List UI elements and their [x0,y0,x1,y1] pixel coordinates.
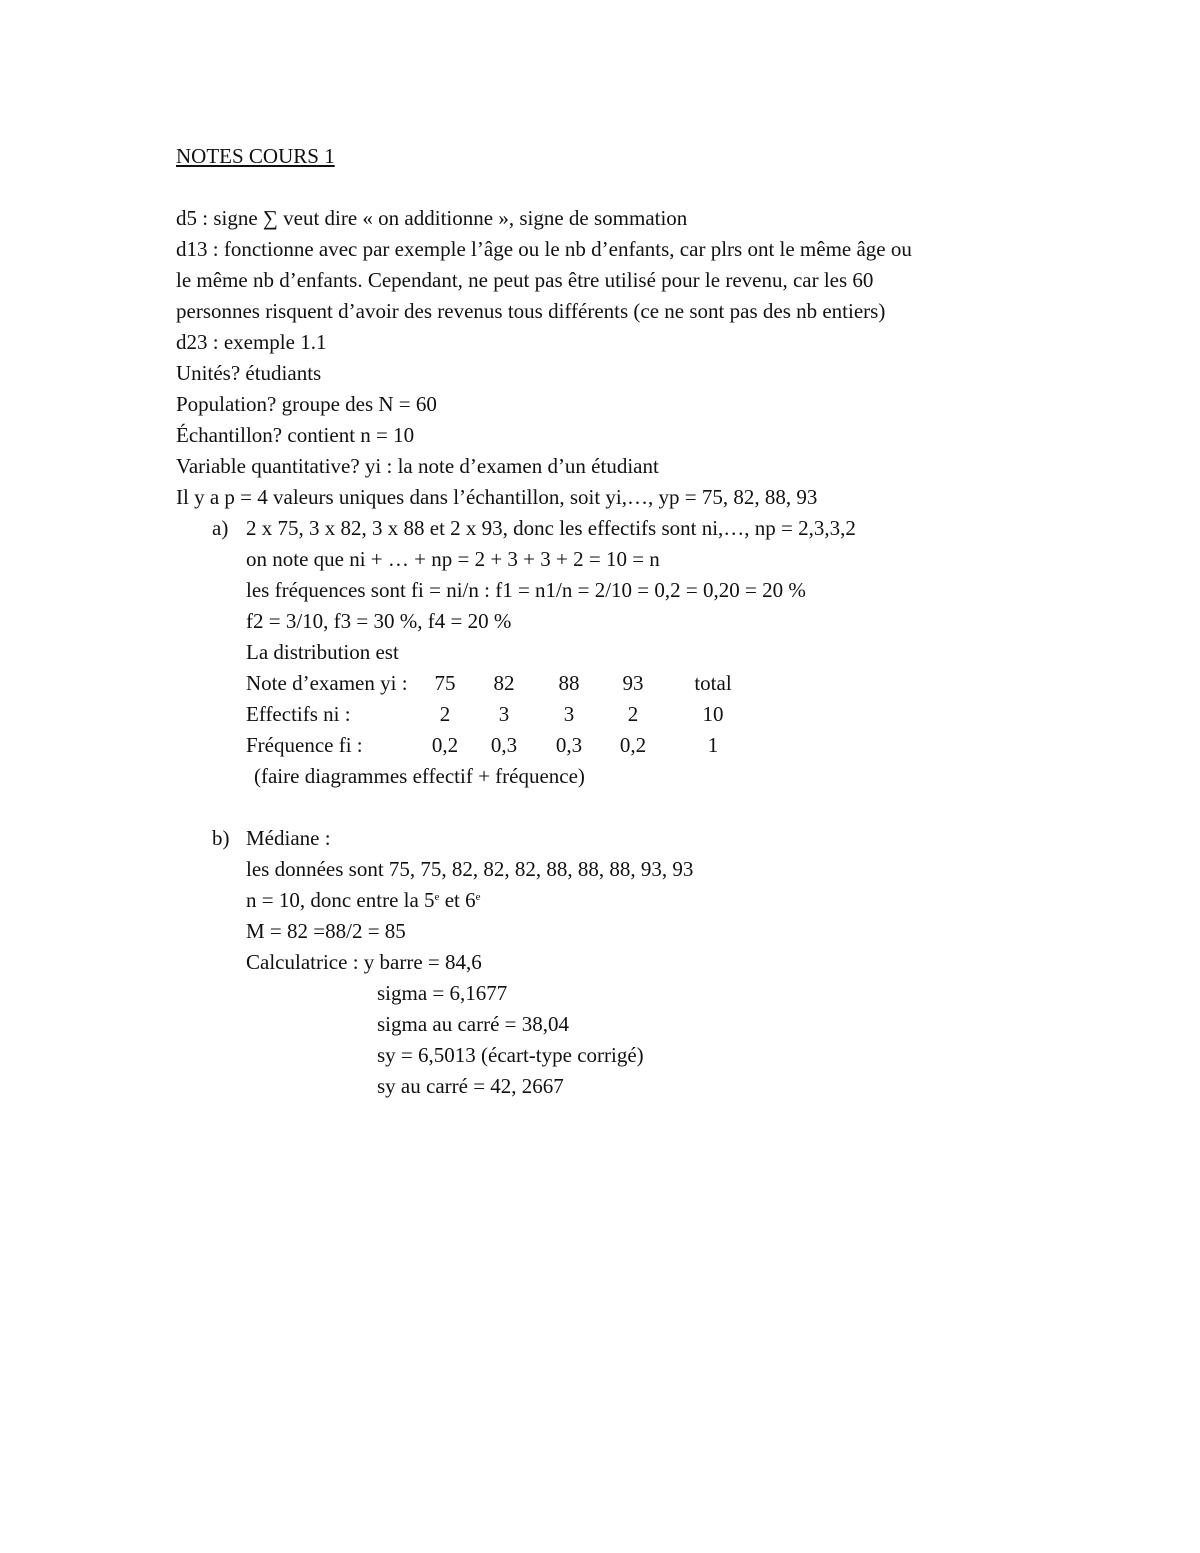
intro-line-sample: Échantillon? contient n = 10 [176,423,415,447]
table-cell: 0,3 [490,733,518,757]
table-row-label: Note d’examen yi : [246,671,408,695]
calculator-line: Calculatrice : y barre = 84,6 [246,950,482,974]
table-cell: 75 [434,671,456,695]
table-cell: 1 [707,733,719,757]
intro-line-variable: Variable quantitative? yi : la note d’examen d’un étudiant [176,454,659,478]
intro-line-d5: d5 : signe ∑ veut dire « on additionne », signe de sommation [176,206,688,230]
intro-line-d23: d23 : exemple 1.1 [176,330,327,354]
part-a-line: f2 = 3/10, f3 = 30 %, f4 = 20 % [246,609,512,633]
calculator-result: sigma au carré = 38,04 [377,1012,570,1036]
table-cell: 0,3 [555,733,583,757]
median-value-line: M = 82 =88/2 = 85 [246,919,406,943]
part-a-line: 2 x 75, 3 x 82, 3 x 88 et 2 x 93, donc les effectifs sont ni,…, np = 2,3,3,2 [246,516,856,540]
part-a-line: La distribution est [246,640,399,664]
calculator-result: sigma = 6,1677 [377,981,508,1005]
intro-line-unique-values: Il y a p = 4 valeurs uniques dans l’échantillon, soit yi,…, yp = 75, 82, 88, 93 [176,485,818,509]
median-position-text: n = 10, donc entre la 5 [246,888,435,912]
document-title: NOTES COURS 1 [176,144,335,168]
table-cell: 82 [493,671,515,695]
intro-line-population: Population? groupe des N = 60 [176,392,437,416]
table-cell: 0,2 [431,733,459,757]
table-cell: 10 [702,702,724,726]
table-cell: 2 [627,702,639,726]
sorted-data-line: les données sont 75, 75, 82, 82, 82, 88, 88, 88, 93, 93 [246,857,694,881]
ordinal-superscript: e [475,891,481,903]
intro-line-d13-cont-1: le même nb d’enfants. Cependant, ne peut pas être utilisé pour le revenu, car les 60 [176,268,874,292]
calculator-result: sy = 6,5013 (écart-type corrigé) [377,1043,644,1067]
table-cell: total [694,671,732,695]
table-cell: 93 [622,671,644,695]
table-row-label: Effectifs ni : [246,702,351,726]
part-b-marker: b) [212,826,230,850]
part-a-line: on note que ni + … + np = 2 + 3 + 3 + 2 = 10 = n [246,547,660,571]
median-position-text: et 6 [439,888,476,912]
part-a-line: les fréquences sont fi = ni/n : f1 = n1/n = 2/10 = 0,2 = 0,20 = 20 % [246,578,806,602]
table-row-label: Fréquence fi : [246,733,363,757]
median-heading: Médiane : [246,826,331,850]
table-cell: 88 [558,671,580,695]
table-cell: 3 [563,702,575,726]
median-position-line [246,890,480,911]
table-cell: 2 [439,702,451,726]
diagram-note: (faire diagrammes effectif + fréquence) [254,764,585,788]
intro-line-d13-cont-2: personnes risquent d’avoir des revenus tous différents (ce ne sont pas des nb entiers) [176,299,886,323]
table-cell: 0,2 [619,733,647,757]
intro-line-units: Unités? étudiants [176,361,322,385]
part-a-marker: a) [212,516,229,540]
ordinal-superscript: e [434,891,440,903]
calculator-result: sy au carré = 42, 2667 [377,1074,564,1098]
table-cell: 3 [498,702,510,726]
intro-line-d13: d13 : fonctionne avec par exemple l’âge ou le nb d’enfants, car plrs ont le même âge ou [176,237,912,261]
